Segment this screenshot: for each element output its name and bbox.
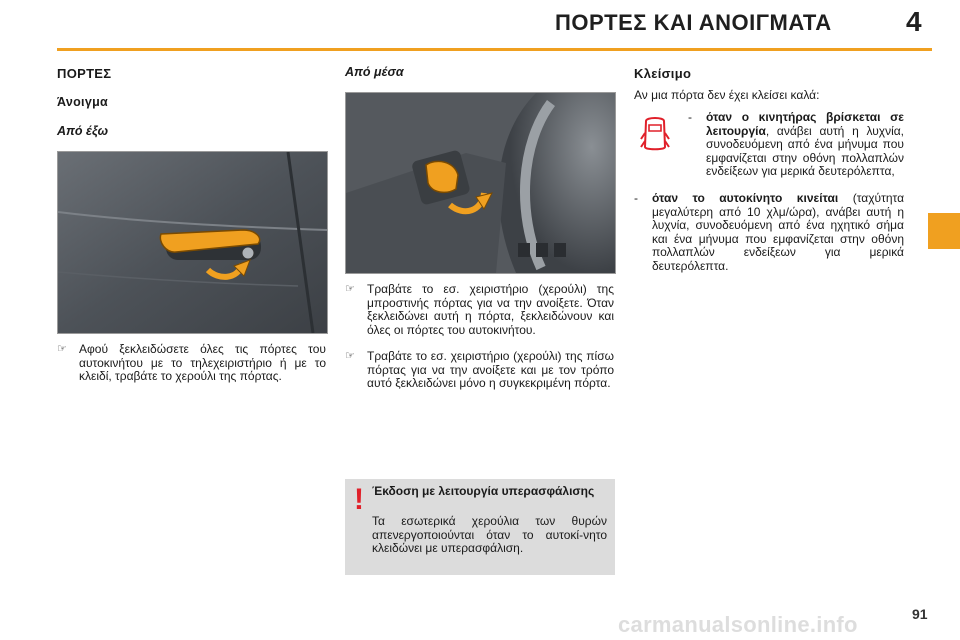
closing-item2-bold: όταν το αυτοκίνητο κινείται — [652, 191, 839, 205]
chapter-side-tab — [928, 213, 960, 249]
warning-body: Τα εσωτερικά χερούλια των θυρών απενεργοποιούνται όταν το αυτοκί-νητο κλειδώνει με υπερασφάλιση. — [372, 514, 607, 555]
subheading-from-outside: Από έξω — [57, 124, 109, 138]
pointing-hand-icon: ☞ — [345, 283, 355, 295]
pointing-hand-icon: ☞ — [57, 343, 67, 355]
page-number: 91 — [912, 606, 928, 622]
bullet-outside-text: Αφού ξεκλειδώσετε όλες τις πόρτες του αυτοκινήτου με το τηλεχειριστήριο ή με το κλειδί, τραβάτε το χερούλι της πόρτας. — [79, 342, 326, 383]
subsection-title-opening: Άνοιγμα — [57, 95, 109, 109]
bullet-rear-door-text: Τραβάτε το εσ. χειριστήριο (χερούλι) της πίσω πόρτας για να την ανοίξετε και με τον τρόπο αυτό ξεκλειδώνει μόνο η συγκεκριμένη πόρτα. — [367, 349, 614, 390]
interior-door-svg — [346, 93, 615, 273]
closing-intro: Αν μια πόρτα δεν έχει κλείσει καλά: — [634, 88, 820, 102]
bullet-front-door-text: Τραβάτε το εσ. χειριστήριο (χερούλι) της μπροστινής πόρτας για να την ανοίξετε. Όταν ξεκλειδώνει αυτή η πόρτα, ξεκλειδώνουν και όλες οι πόρτες του αυτοκινήτου. — [367, 282, 614, 337]
deadlocking-warning-box — [345, 479, 615, 575]
closing-item2-text: (ταχύτητα μεγαλύτερη από 10 χλμ/ώρα), ανάβει αυτή η λυχνία, συνοδευόμενη από ένα ηχητικό σήμα και ένα μήνυμα που εμφανίζεται στην οθόνη πολλαπλών ενδείξεων για μερικά δευτερόλεπτα. — [652, 191, 904, 273]
chapter-number: 4 — [906, 6, 922, 37]
pointing-hand-icon: ☞ — [345, 350, 355, 362]
bullet-rear-door — [345, 350, 614, 406]
exterior-door-handle-illustration — [57, 151, 328, 334]
dash-marker: - — [688, 110, 692, 124]
header-rule — [57, 48, 932, 51]
door-open-warning-icon-svg — [640, 115, 670, 153]
subheading-from-inside: Από μέσα — [345, 65, 404, 79]
exclamation-warning-icon: ! — [354, 483, 364, 516]
section-title-doors: ΠΟΡΤΕΣ — [57, 66, 112, 81]
closing-item-vehicle-moving — [634, 192, 904, 273]
bullet-outside — [57, 343, 326, 403]
exterior-door-svg — [58, 152, 327, 333]
watermark: carmanualsonline.info — [618, 612, 858, 637]
section-title-closing: Κλείσιμο — [634, 66, 692, 81]
door-open-warning-icon — [640, 115, 670, 153]
closing-item-engine-running — [688, 111, 904, 179]
interior-door-handle-illustration — [345, 92, 616, 274]
closing-item1-text: , ανάβει αυτή η λυχνία, συνοδευόμενη από ένα μήνυμα που εμφανίζεται στην οθόνη πολλαπλών ενδείξεων για μερικά δευτερόλεπτα, — [706, 123, 904, 178]
bullet-front-door — [345, 283, 614, 351]
warning-title: Έκδοση με λειτουργία υπερασφάλισης — [372, 484, 595, 498]
dash-marker: - — [634, 191, 638, 205]
chapter-title: ΠΟΡΤΕΣ ΚΑΙ ΑΝΟΙΓΜΑΤΑ — [555, 10, 832, 35]
closing-item1-bold: όταν ο κινητήρας βρίσκεται σε λειτουργία — [706, 110, 904, 138]
